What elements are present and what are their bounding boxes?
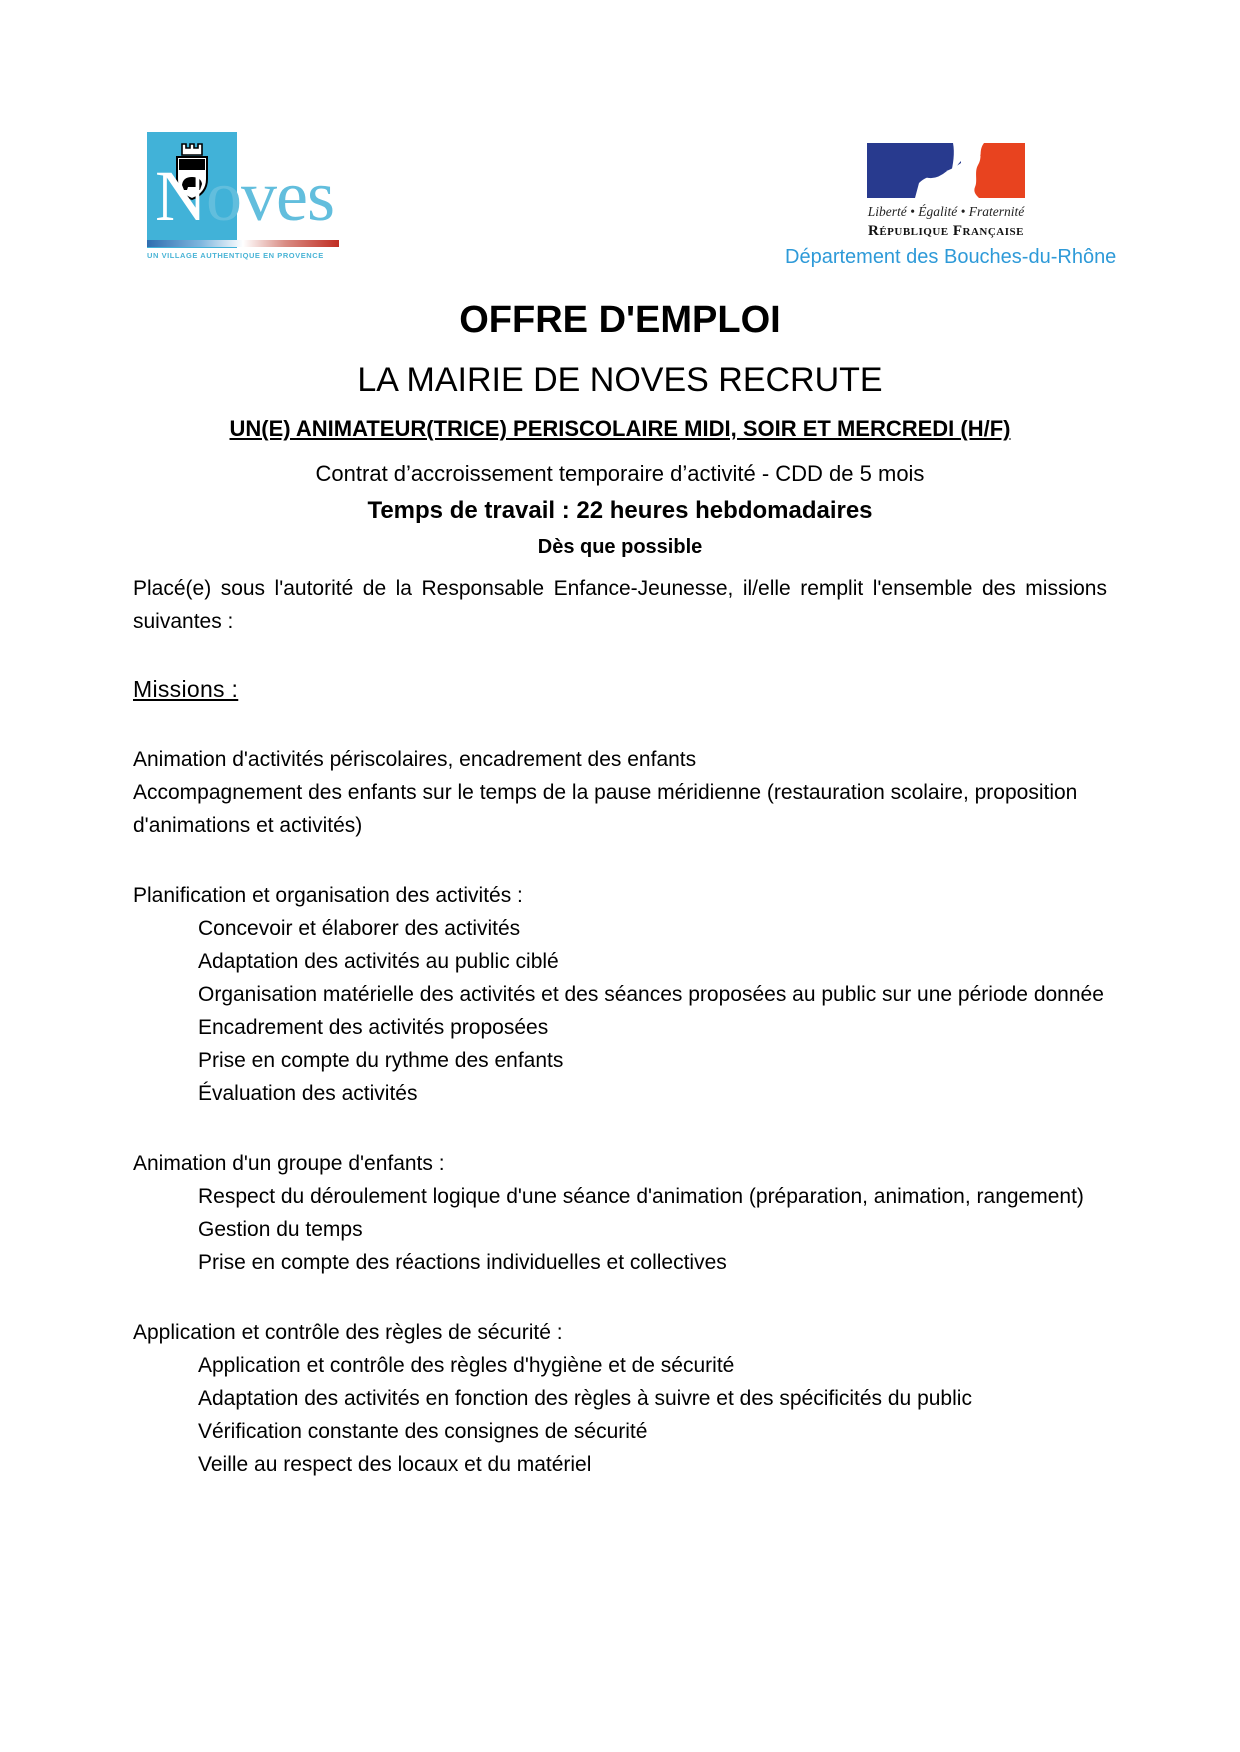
mission-item: Respect du déroulement logique d'une séance d'animation (préparation, animation, rangement) (198, 1185, 1084, 1208)
mission-item: Évaluation des activités (198, 1082, 418, 1105)
missions-lead-items (133, 743, 1107, 842)
noves-logo-wordmark (155, 156, 334, 236)
document-content (133, 296, 1107, 1481)
mission-group-title: Planification et organisation des activités : (133, 884, 523, 907)
mission-group-animation (133, 1147, 1107, 1279)
mission-item: Vérification constante des consignes de sécurité (198, 1420, 648, 1443)
job-position-line: UN(E) ANIMATEUR(TRICE) PERISCOLAIRE MIDI, SOIR ET MERCREDI (H/F) (229, 416, 1011, 441)
mission-group-planification (133, 879, 1107, 1110)
mission-item: Prise en compte du rythme des enfants (198, 1049, 564, 1072)
marianne-flag-icon (867, 143, 1025, 198)
lead-item: Accompagnement des enfants sur le temps de la pause méridienne (restauration scolaire, proposition d'animations et activités) (133, 781, 1078, 837)
page-title: OFFRE D'EMPLOI (459, 299, 781, 341)
noves-logo (133, 112, 348, 262)
mission-item: Organisation matérielle des activités et des séances proposées au public sur une période donnée (198, 983, 1104, 1006)
mission-item: Gestion du temps (198, 1218, 363, 1241)
rf-motto: Liberté • Égalité • Fraternité (867, 204, 1025, 219)
mission-item: Prise en compte des réactions individuelles et collectives (198, 1251, 727, 1274)
noves-gradient-bar (147, 240, 339, 247)
working-hours-line: Temps de travail : 22 heures hebdomadaires (367, 497, 873, 524)
rf-department: Département des Bouches-du-Rhône (785, 246, 1117, 268)
rf-name: République Française (868, 223, 1024, 239)
mission-item: Concevoir et élaborer des activités (198, 917, 521, 940)
noves-wordmark-rest: oves (206, 156, 334, 236)
intro-paragraph: Placé(e) sous l'autorité de la Responsable Enfance-Jeunesse, il/elle remplit l'ensemble des missions suivantes : (133, 577, 1107, 633)
republique-francaise-logo (867, 143, 1025, 240)
contract-line: Contrat d’accroissement temporaire d’activité - CDD de 5 mois (315, 461, 925, 486)
page-subtitle: LA MAIRIE DE NOVES RECRUTE (357, 361, 883, 399)
start-date-line: Dès que possible (537, 536, 703, 558)
mission-item: Application et contrôle des règles d'hygiène et de sécurité (198, 1354, 735, 1377)
missions-heading: Missions : (133, 676, 239, 702)
noves-tagline: UN VILLAGE AUTHENTIQUE EN PROVENCE (147, 251, 324, 260)
mission-group-title: Application et contrôle des règles de sécurité : (133, 1321, 563, 1344)
mission-item: Adaptation des activités au public ciblé (198, 950, 559, 973)
lead-item: Animation d'activités périscolaires, encadrement des enfants (133, 748, 697, 771)
mission-item: Adaptation des activités en fonction des règles à suivre et des spécificités du public (198, 1387, 972, 1410)
mission-group-title: Animation d'un groupe d'enfants : (133, 1152, 445, 1175)
mission-item: Veille au respect des locaux et du matériel (198, 1453, 592, 1476)
noves-wordmark-initial: N (155, 156, 206, 236)
mission-item: Encadrement des activités proposées (198, 1016, 549, 1039)
mission-group-securite (133, 1316, 1107, 1481)
